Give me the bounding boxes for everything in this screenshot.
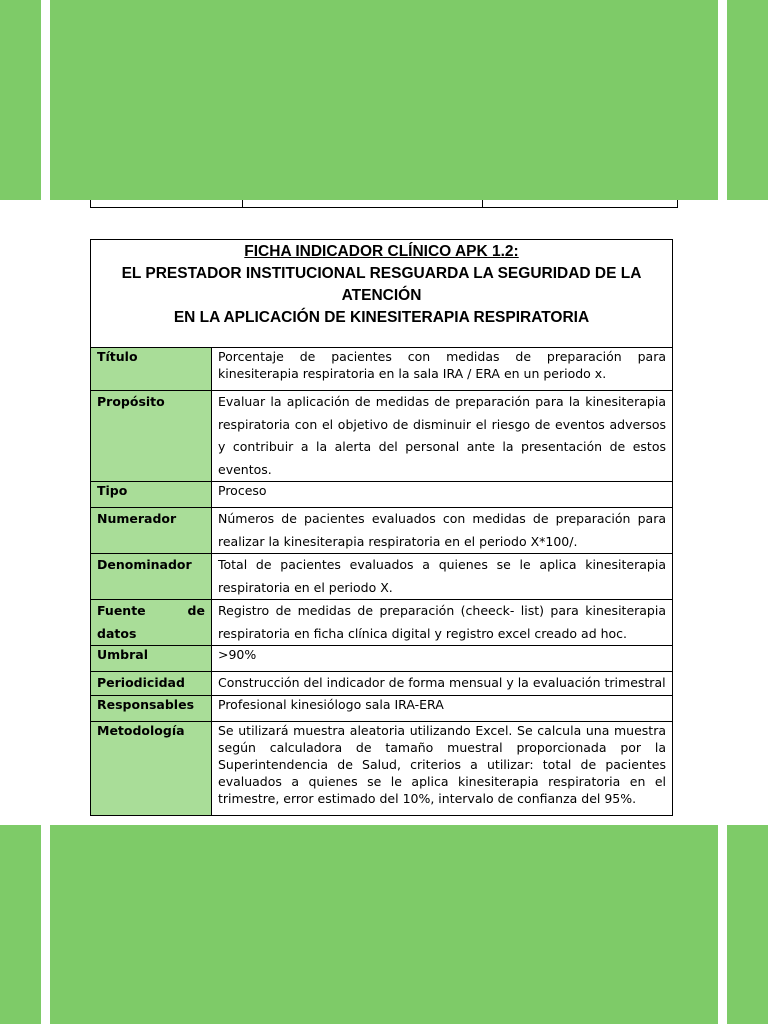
row-label: Metodología xyxy=(91,721,212,815)
sheet-title-line-3: EN LA APLICACIÓN DE KINESITERAPIA RESPIRATORIA xyxy=(173,309,590,326)
table-row xyxy=(91,348,673,391)
table-row xyxy=(91,554,673,600)
row-label: Fuente de datos xyxy=(91,600,212,646)
row-label: Tipo xyxy=(91,482,212,508)
indicator-sheet-table xyxy=(90,239,673,816)
table-row xyxy=(91,721,673,815)
green-side-strip xyxy=(0,825,41,1024)
green-side-strip xyxy=(727,0,768,200)
sheet-title-line-1: FICHA INDICADOR CLÍNICO APK 1.2: xyxy=(244,243,519,260)
row-value: Se utilizará muestra aleatoria utilizando Excel. Se calcula una muestra según calculadora de tamaño muestral proporcionada por la Superintendencia de Salud, criterios a utilizar: total de pacientes evaluados a quienes se le aplica kinesiterapia respiratoria en el trimestre, error estimado del 10%, intervalo de confianza del 95%. xyxy=(212,721,673,815)
row-label: Denominador xyxy=(91,554,212,600)
table-row xyxy=(91,695,673,721)
green-top-banner xyxy=(50,0,718,200)
row-label: Título xyxy=(91,348,212,391)
row-label: Propósito xyxy=(91,391,212,482)
row-value: Total de pacientes evaluados a quienes se le aplica kinesiterapia respiratoria en el periodo X. xyxy=(212,554,673,600)
table-row xyxy=(91,672,673,696)
green-side-strip xyxy=(0,0,41,200)
table-row xyxy=(91,391,673,482)
row-label: Numerador xyxy=(91,508,212,554)
row-label: Umbral xyxy=(91,646,212,672)
table-row xyxy=(91,646,673,672)
row-value: Porcentaje de pacientes con medidas de preparación para kinesiterapia respiratoria en la sala IRA / ERA en un periodo x. xyxy=(212,348,673,391)
green-bottom-banner xyxy=(50,825,718,1024)
sheet-title xyxy=(91,240,673,348)
title-row xyxy=(91,240,673,348)
row-value: Proceso xyxy=(212,482,673,508)
row-value: Construcción del indicador de forma mensual y la evaluación trimestral xyxy=(212,672,673,696)
row-label: Periodicidad xyxy=(91,672,212,696)
row-value: >90% xyxy=(212,646,673,672)
row-value: Profesional kinesiólogo sala IRA-ERA xyxy=(212,695,673,721)
row-value: Números de pacientes evaluados con medidas de preparación para realizar la kinesiterapia respiratoria en el periodo X*100/. xyxy=(212,508,673,554)
table-row xyxy=(91,600,673,646)
row-label: Responsables xyxy=(91,695,212,721)
row-value: Evaluar la aplicación de medidas de preparación para la kinesiterapia respiratoria con el objetivo de disminuir el riesgo de eventos adversos y contribuir a la alerta del personal ante la presentación de estos eventos. xyxy=(212,391,673,482)
table-row xyxy=(91,508,673,554)
table-row xyxy=(91,482,673,508)
row-value: Registro de medidas de preparación (cheeck- list) para kinesiterapia respiratoria en ficha clínica digital y registro excel creado ad hoc. xyxy=(212,600,673,646)
sheet-title-line-2: EL PRESTADOR INSTITUCIONAL RESGUARDA LA SEGURIDAD DE LA ATENCIÓN xyxy=(121,265,642,304)
green-side-strip xyxy=(727,825,768,1024)
